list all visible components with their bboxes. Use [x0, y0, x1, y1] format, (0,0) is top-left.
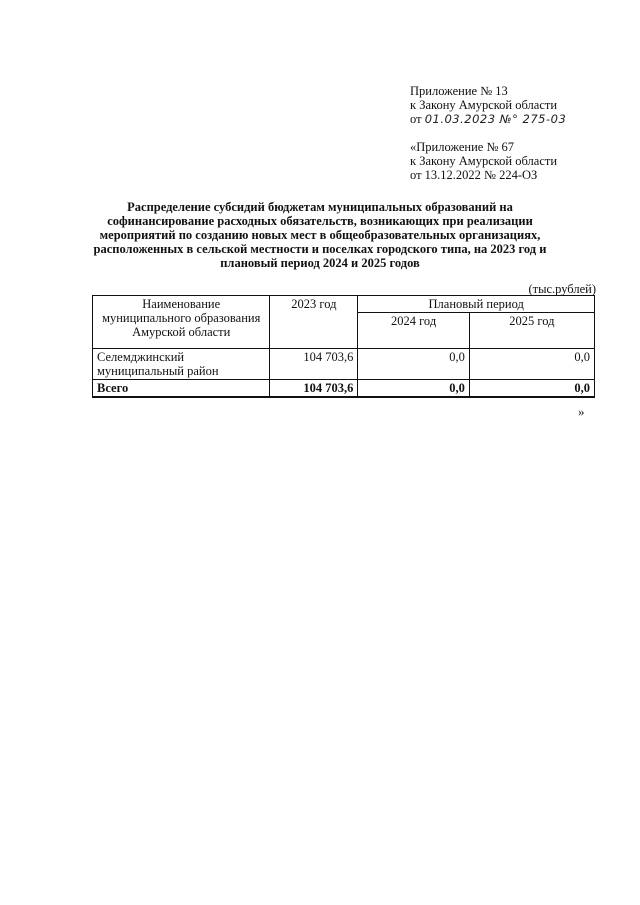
header-name [93, 296, 270, 349]
total-label: Всего [93, 380, 270, 398]
header-name-line: Амурской области [132, 325, 231, 339]
row-value-2024: 0,0 [358, 349, 469, 380]
table-total-row [93, 380, 595, 398]
row-value-2025: 0,0 [469, 349, 594, 380]
title-line: софинансирование расходных обязательств, возникающих при реализации [107, 214, 533, 228]
total-value-2023: 104 703,6 [270, 380, 358, 398]
annex-previous-date: от 13.12.2022 № 224-ОЗ [410, 168, 538, 182]
title-line: расположенных в сельской местности и поселках городского типа, на 2023 год и [93, 242, 547, 256]
table-header-row [93, 296, 595, 313]
total-value-2024: 0,0 [358, 380, 469, 398]
title-line: плановый период 2024 и 2025 годов [220, 256, 420, 270]
annex-previous [410, 140, 557, 182]
row-name [93, 349, 270, 380]
closing-quote: » [578, 404, 585, 419]
header-name-line: муниципального образования [102, 311, 261, 325]
row-value-2023: 104 703,6 [270, 349, 358, 380]
header-name-line: Наименование [142, 297, 221, 311]
annex-previous-law: к Закону Амурской области [410, 154, 558, 168]
title-line: мероприятий по созданию новых мест в общеобразовательных организациях, [99, 228, 541, 242]
header-planning-period: Плановый период [358, 296, 595, 313]
header-2025: 2025 год [469, 313, 594, 349]
header-2023: 2023 год [270, 296, 358, 349]
header-2024: 2024 год [358, 313, 469, 349]
units-label: (тыс.рублей) [528, 282, 596, 296]
table-row [93, 349, 595, 380]
subsidy-table [92, 295, 595, 398]
total-value-2025: 0,0 [469, 380, 594, 398]
row-name-line: Селемджинский [97, 350, 185, 364]
annex-current-date [410, 112, 566, 126]
title-line: Распределение субсидий бюджетам муниципальных образований на [127, 200, 513, 214]
annex-previous-number: «Приложение № 67 [410, 140, 515, 154]
document-title [90, 200, 550, 270]
row-name-line: муниципальный район [97, 364, 219, 378]
annex-current-law: к Закону Амурской области [410, 98, 558, 112]
annex-current [410, 84, 566, 126]
annex-current-number: Приложение № 13 [410, 84, 508, 98]
annex-current-date-prefix: от [410, 112, 422, 126]
handwritten-date-number: 01.03.2023 №° 275-03 [424, 112, 567, 126]
